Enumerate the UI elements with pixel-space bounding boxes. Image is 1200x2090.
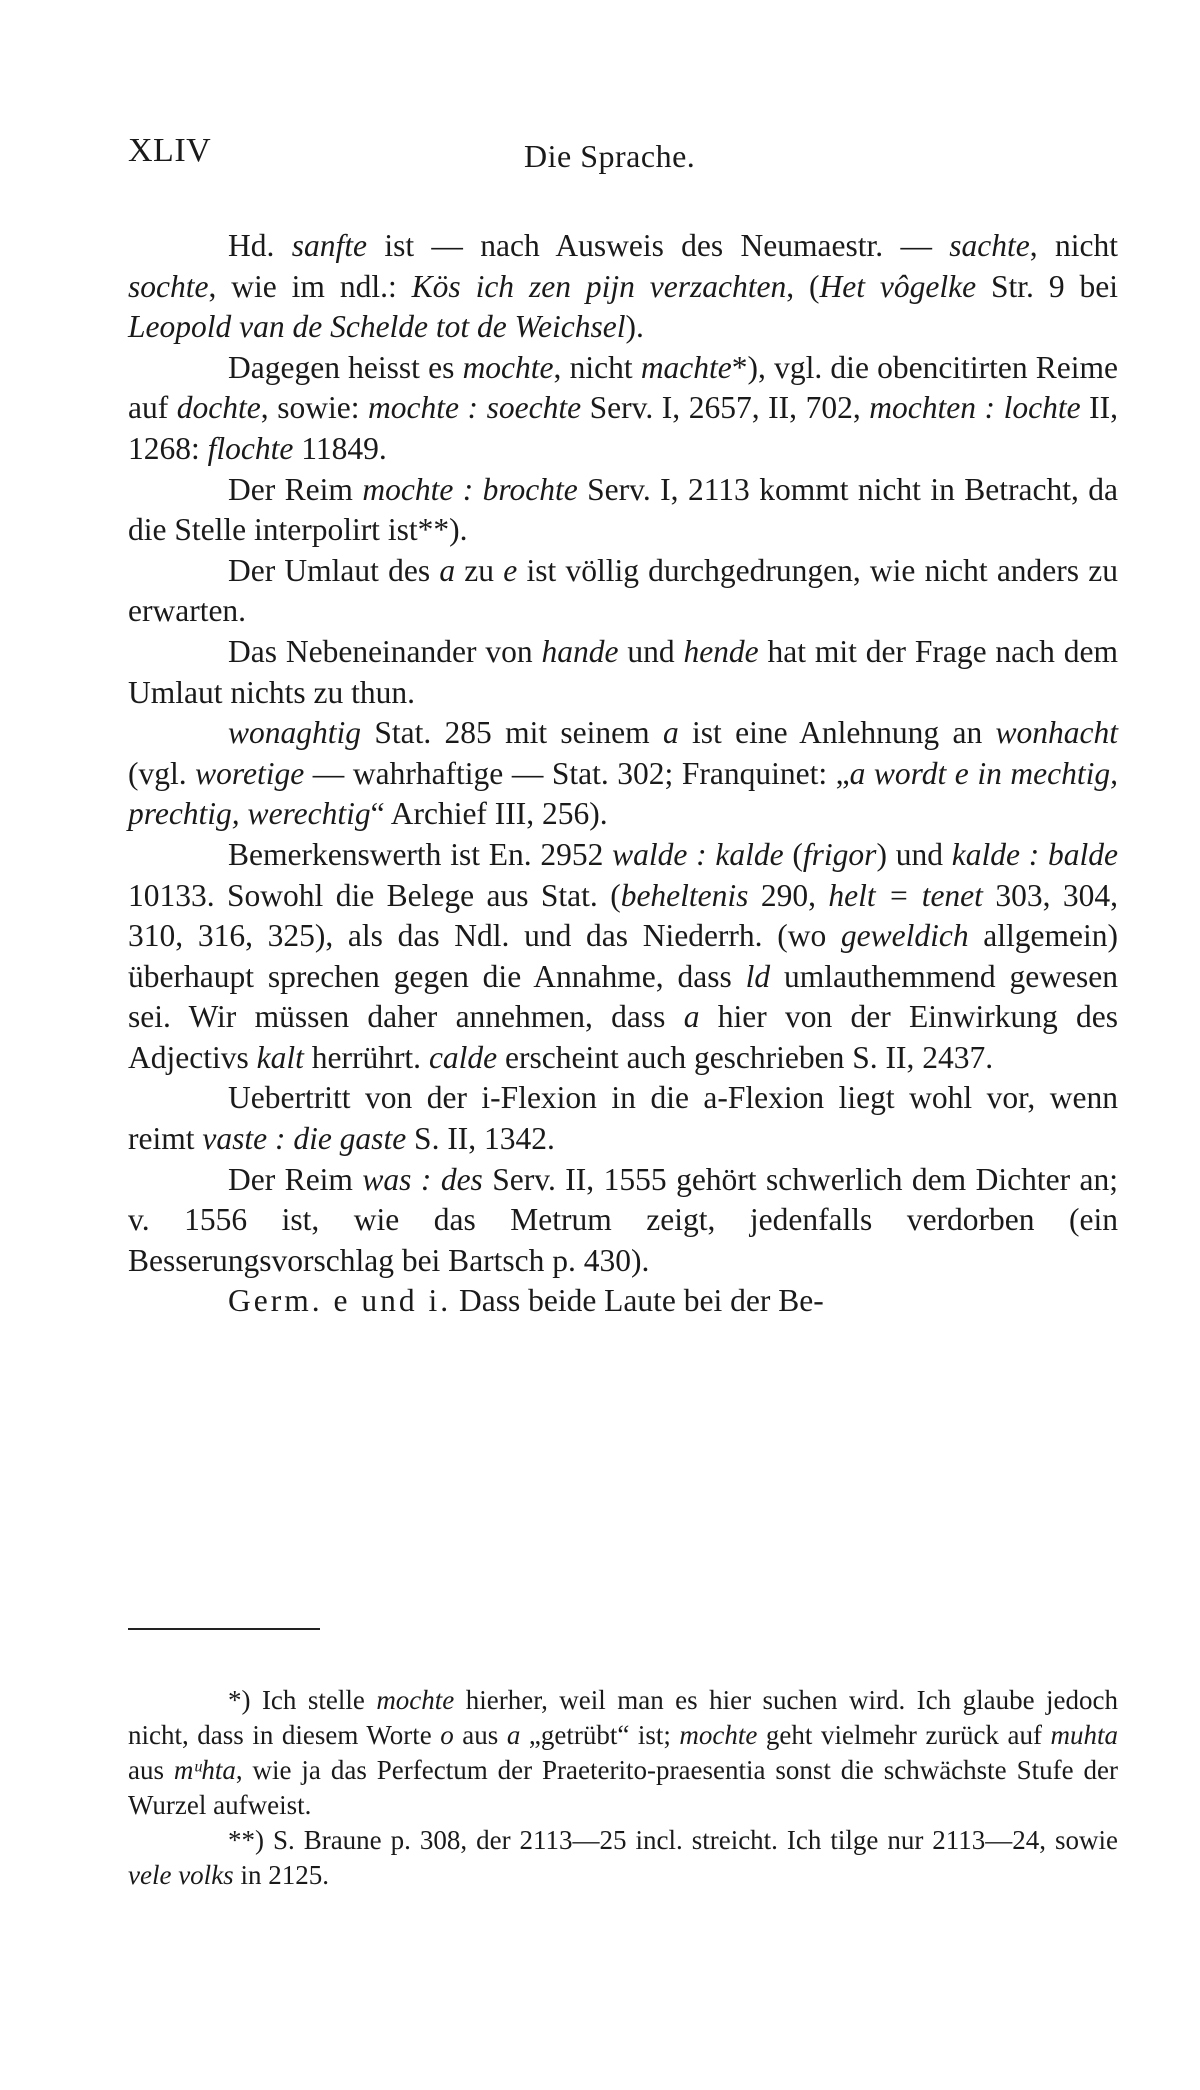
text-run: (vgl. [128, 755, 196, 791]
italic-term: Kös ich zen pijn verzachten [411, 268, 787, 304]
text-run: Stat. 285 mit seinem [361, 715, 663, 751]
italic-term: mᵘhta [173, 1755, 236, 1785]
text-run: — wahrhaftige — Stat. 302; Franquinet: „ [304, 755, 850, 791]
italic-term: Het vôgelke [819, 268, 977, 304]
italic-term: kalde : balde [951, 836, 1118, 872]
text-run: ) und [876, 836, 952, 872]
section-heading: Germ. e und i. [228, 1283, 452, 1319]
italic-term: a [439, 552, 456, 588]
italic-term: geweldich [840, 918, 969, 954]
italic-term: sanfte [291, 228, 367, 263]
text-run: Uebertritt von der i-Flexion in die a-Flexion liegt wohl vor, wenn reimt [128, 1080, 1118, 1157]
paragraph-umlaut [128, 551, 1118, 632]
italic-term: helt = tenet [828, 877, 983, 913]
text-run: S. II, 1342. [406, 1121, 555, 1157]
paragraph-germ-e-i [128, 1281, 1118, 1322]
italic-term: frigor [802, 836, 877, 872]
text-run: ist — nach Ausweis des Neumaestr. — [366, 228, 950, 263]
italic-term: vele volks [128, 1860, 234, 1890]
italic-term: wonhacht [995, 715, 1119, 751]
paragraph-walde-kalde [128, 835, 1118, 1079]
italic-term: mochte [376, 1685, 455, 1715]
text-run: Der Reim [228, 471, 363, 507]
text-run: Der Umlaut des [228, 552, 440, 588]
page-title: Die Sprache. [524, 138, 696, 174]
italic-term: Leopold van de Schelde tot de Weichsel [128, 309, 626, 345]
text-run: *), vgl. die obencitirten Reime auf [128, 349, 1118, 426]
paragraph-wonaghtig [128, 713, 1118, 835]
text-run: „getrübt“ ist; [520, 1720, 680, 1750]
italic-term: calde [428, 1039, 498, 1075]
text-run: hat mit der Frage nach dem Umlaut nichts zu thun. [128, 633, 1118, 710]
paragraph-hande-hende [128, 632, 1118, 713]
text-run: umlauthemmend gewesen sei. Wir müssen daher annehmen, dass [128, 958, 1118, 1035]
paragraph-reim-brochte [128, 470, 1118, 551]
italic-term: sachte [949, 228, 1030, 263]
italic-term: beheltenis [620, 877, 749, 913]
running-head [128, 132, 1118, 180]
text-run: Str. 9 bei [976, 268, 1118, 304]
text-run: aus [453, 1720, 507, 1750]
text-run: 303, 304, 310, 316, 325), als das Ndl. und das Niederrh. (wo [128, 877, 1119, 954]
italic-term: mochte [462, 349, 554, 385]
text-run: geht vielmehr zurück auf [757, 1720, 1051, 1750]
italic-term: o [440, 1720, 454, 1750]
italic-term: wonaghtig [228, 715, 362, 751]
text-run: herrührt. [303, 1039, 429, 1075]
text-run: ist völlig durchgedrungen, wie nicht anders zu erwarten. [128, 552, 1118, 629]
italic-term: flochte [207, 430, 294, 466]
text-run: Der Reim [228, 1161, 363, 1197]
italic-term: vaste : die gaste [202, 1121, 407, 1157]
text-run: und [618, 633, 684, 669]
text-run: II, 1268: [128, 390, 1119, 466]
italic-term: a [683, 999, 700, 1035]
text-run: Serv. II, 1555 gehört schwerlich dem Dichter an; v. 1556 ist, wie das Metrum zeigt, jedenfalls verdorben (ein Besserungsvorschlag bei Bartsch p. 430). [128, 1161, 1118, 1278]
italic-term: was : des [362, 1161, 483, 1197]
italic-term: ld [745, 958, 771, 994]
italic-term: hende [683, 633, 759, 669]
text-run: Dass beide Laute bei der Be- [451, 1283, 824, 1319]
italic-term: a wordt e in mechtig, prechtig, werechtig [128, 755, 1118, 832]
paragraph-mochte [128, 348, 1118, 470]
italic-term: mochte : brochte [362, 471, 578, 507]
text-run: , sowie: [260, 390, 369, 426]
italic-term: walde : kalde [612, 836, 784, 872]
text-run: zu [455, 552, 504, 588]
italic-term: a [662, 715, 679, 751]
text-run: ist eine Anlehnung an [678, 715, 996, 751]
italic-term: a [506, 1720, 521, 1750]
italic-term: mochten : lochte [869, 390, 1081, 426]
text-run: , wie ja das Perfectum der Praeterito-praesentia sonst die schwächste Stufe der Wurzel aufweist. [128, 1755, 1118, 1820]
paragraph-sanfte [128, 226, 1118, 348]
paragraph-reim-was-des [128, 1160, 1118, 1282]
text-run: ). [625, 309, 644, 345]
page-number: XLIV [128, 132, 212, 169]
footnotes [128, 1683, 1118, 1893]
text-run: Das Nebeneinander von [228, 633, 542, 669]
italic-term: machte [640, 349, 732, 385]
text-run: Bemerkenswerth ist En. 2952 [228, 836, 613, 872]
main-text [128, 226, 1118, 1322]
text-run: Serv. I, 2113 kommt nicht in Betracht, da die Stelle interpolirt ist**). [128, 471, 1118, 548]
text-run: , ( [786, 268, 820, 304]
text-run: *) Ich stelle [228, 1685, 377, 1715]
footnote-2 [128, 1823, 1118, 1893]
text-run: , nicht [1029, 228, 1118, 263]
italic-term: sochte [128, 268, 209, 304]
italic-term: muhta [1050, 1720, 1118, 1750]
footnote-divider [128, 1628, 320, 1630]
text-run: hier von der Einwirkung des Adjectivs [128, 999, 1119, 1075]
text-run: 290, [748, 877, 829, 913]
text-run: aus [128, 1755, 174, 1785]
text-run: hierher, weil man es hier suchen wird. Ich glaube jedoch nicht, dass in diesem Worte [128, 1685, 1118, 1750]
italic-term: woretige [195, 755, 305, 791]
italic-term: mochte [679, 1720, 758, 1750]
italic-term: mochte : soechte [368, 390, 582, 426]
text-run: allgemein) überhaupt sprechen gegen die Annahme, dass [128, 918, 1118, 994]
text-run: Hd. [228, 228, 292, 263]
text-run: in 2125. [233, 1860, 329, 1890]
text-run: ( [783, 836, 803, 872]
text-run: **) S. Braune p. 308, der 2113—25 incl. streicht. Ich tilge nur 2113—24, sowie [228, 1825, 1118, 1855]
text-run: , nicht [553, 349, 641, 385]
text-run: 11849. [293, 430, 387, 466]
paragraph-uebertritt [128, 1078, 1118, 1159]
italic-term: dochte [176, 390, 261, 426]
footnote-1 [128, 1683, 1118, 1823]
italic-term: hande [541, 633, 619, 669]
text-run: “ Archief III, 256). [370, 796, 608, 832]
text-run: , wie im ndl.: [208, 268, 412, 304]
text-run: 10133. Sowohl die Belege aus Stat. ( [128, 877, 621, 913]
text-run: Serv. I, 2657, II, 702, [581, 390, 870, 426]
text-run: erscheint auch geschrieben S. II, 2437. [497, 1039, 994, 1075]
italic-term: e [503, 552, 518, 588]
text-run: Dagegen heisst es [228, 349, 463, 385]
italic-term: kalt [256, 1039, 304, 1075]
